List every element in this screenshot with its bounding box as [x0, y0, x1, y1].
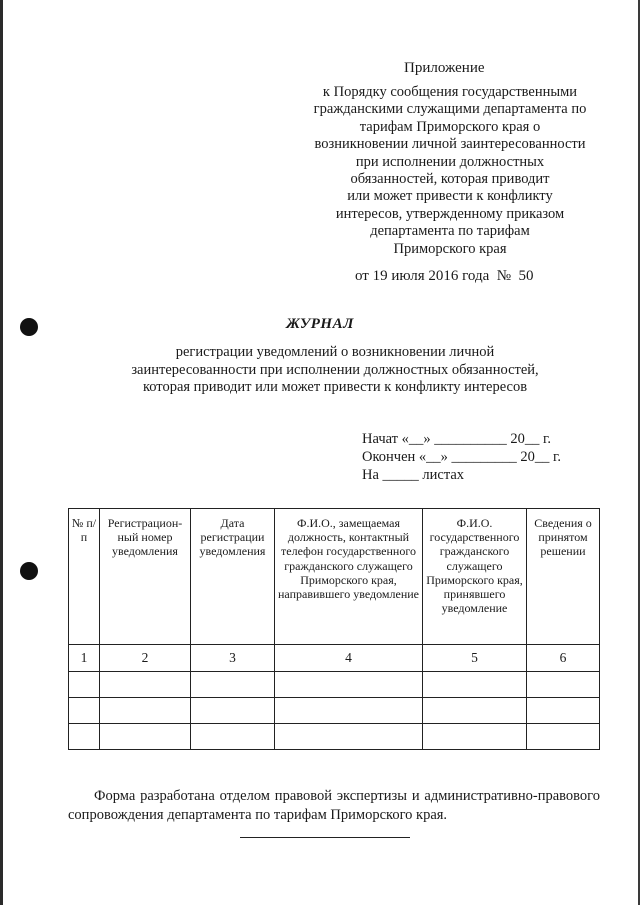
table-cell [275, 698, 423, 724]
table-cell [69, 724, 100, 750]
appendix-line: гражданскими служащими департамента по [313, 101, 587, 118]
appendix-line: интересов, утвержденному приказом [335, 205, 565, 222]
table-header-row [69, 509, 600, 645]
header-sender: Ф.И.О., замещаемая должность, контактный телефон государственного гражданского служащего Приморского края, направившего уведомление [275, 509, 423, 645]
table-cell [100, 672, 191, 698]
appendix-date: от 19 июля 2016 года № 50 [355, 268, 534, 284]
column-number: 5 [423, 645, 527, 672]
appendix-title: Приложение [404, 60, 485, 76]
appendix-line: департамента по тарифам [370, 223, 530, 240]
appendix-line: к Порядку сообщения государственными [322, 84, 578, 100]
table-cell [191, 698, 275, 724]
table-cell [275, 724, 423, 750]
scan-left-edge [0, 0, 3, 905]
table-row [69, 698, 600, 724]
journal-started: Начат «__» __________ 20__ г. [362, 431, 551, 447]
table-cell [275, 672, 423, 698]
appendix-line: или может привести к конфликту [347, 188, 553, 205]
table-cell [423, 698, 527, 724]
appendix-line: при исполнении должностных [355, 153, 545, 170]
register-table [68, 508, 600, 750]
header-decision: Сведения о принятом решении [527, 509, 600, 645]
header-registration-number: Регистрацион-ный номер уведомления [100, 509, 191, 645]
table-cell [527, 672, 600, 698]
journal-finished: Окончен «__» _________ 20__ г. [362, 449, 561, 465]
table-cell [191, 724, 275, 750]
appendix-body [300, 84, 600, 258]
header-receiver: Ф.И.О. государственного гражданского служащего Приморского края, принявшего уведомление [423, 509, 527, 645]
appendix-line: возникновении личной заинтересованности [314, 136, 586, 153]
footer-note: Форма разработана отделом правовой экспертизы и административно-правового сопровождения департамента по тарифам Приморского края. [68, 788, 600, 823]
table-cell [69, 672, 100, 698]
footer-divider [240, 837, 410, 838]
table-cell [527, 698, 600, 724]
column-number: 2 [100, 645, 191, 672]
table-cell [527, 724, 600, 750]
appendix-line: Приморского края [393, 240, 507, 257]
journal-subtitle-line: регистрации уведомлений о возникновении личной [175, 344, 495, 360]
journal-subtitle [100, 344, 570, 397]
column-number: 4 [275, 645, 423, 672]
appendix-line: тарифам Приморского края о [359, 118, 541, 135]
journal-subtitle-line: заинтересованности при исполнении должностных обязанностей, [131, 361, 539, 378]
journal-subtitle-line: которая приводит или может привести к конфликту интересов [142, 379, 528, 395]
table-cell [69, 698, 100, 724]
table-cell [423, 724, 527, 750]
punch-hole-bottom [20, 562, 38, 580]
journal-sheets: На _____ листах [362, 467, 465, 483]
header-registration-date: Дата регистрации уведомления [191, 509, 275, 645]
journal-title: ЖУРНАЛ [286, 316, 354, 332]
journal-meta [362, 430, 561, 484]
column-numbers-row [69, 645, 600, 672]
table-cell [423, 672, 527, 698]
table-row [69, 672, 600, 698]
table-cell [100, 698, 191, 724]
column-number: 3 [191, 645, 275, 672]
header-number: № п/п [69, 509, 100, 645]
table-row [69, 724, 600, 750]
table-cell [100, 724, 191, 750]
column-number: 1 [69, 645, 100, 672]
column-number: 6 [527, 645, 600, 672]
table-cell [191, 672, 275, 698]
appendix-line: обязанностей, которая приводит [350, 171, 550, 188]
